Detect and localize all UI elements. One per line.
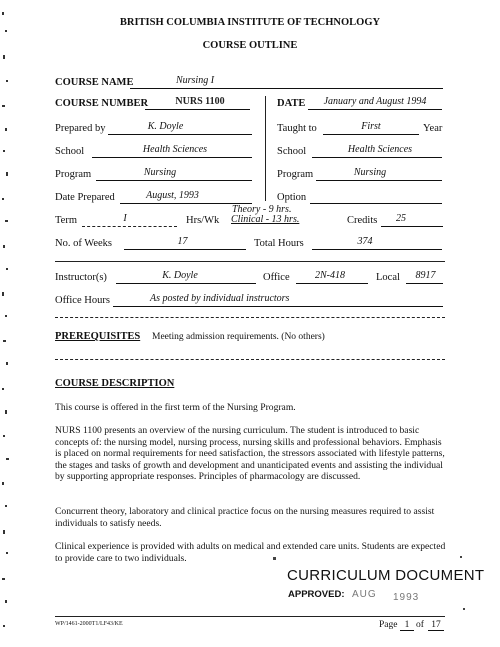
school-line-right xyxy=(312,157,442,158)
school-label-right: School xyxy=(277,146,307,157)
program-line-left xyxy=(96,180,252,181)
footer-page-total: 17 xyxy=(428,620,444,631)
local-value: 8917 xyxy=(415,270,436,281)
course-number-label: COURSE NUMBER xyxy=(55,98,149,109)
instructor-label: Instructor(s) xyxy=(55,272,107,283)
hrs-wk-label: Hrs/Wk xyxy=(186,215,220,226)
course-name-line xyxy=(130,88,443,89)
scan-speck xyxy=(463,608,465,610)
term-line xyxy=(82,226,177,227)
weeks-value: 17 xyxy=(177,236,188,247)
footer-page-label: Page xyxy=(379,620,398,630)
document-title: COURSE OUTLINE xyxy=(202,40,298,51)
credits-label: Credits xyxy=(347,215,378,226)
approved-month: AUG xyxy=(352,589,377,600)
scan-speck xyxy=(273,557,276,560)
instructor-value: K. Doyle xyxy=(162,270,198,281)
course-number-value: NURS 1100 xyxy=(175,96,225,107)
footer-doc-code: WP/1461-2000T1/LF43/KE xyxy=(55,621,123,627)
school-label-left: School xyxy=(55,146,85,157)
total-hours-label: Total Hours xyxy=(254,238,304,249)
option-label: Option xyxy=(277,192,307,203)
date-prepared-label: Date Prepared xyxy=(55,192,115,203)
credits-value: 25 xyxy=(396,213,406,224)
section-divider-1 xyxy=(55,261,445,262)
prerequisites-heading: PREREQUISITES xyxy=(55,331,141,342)
term-value: I xyxy=(123,213,127,224)
description-paragraph-4: Clinical experience is provided with adults on medical and extended care units. Students are expected to provide care to two individuals. xyxy=(55,541,446,564)
year-label: Year xyxy=(423,123,443,134)
taught-to-line xyxy=(323,134,419,135)
prepared-by-line xyxy=(108,134,252,135)
option-line xyxy=(310,203,442,204)
field-divider xyxy=(265,96,266,201)
taught-to-value: First xyxy=(361,121,381,132)
school-value-left: Health Sciences xyxy=(142,144,208,155)
prerequisites-text: Meeting admission requirements. (No others) xyxy=(152,332,325,342)
footer-of-label: of xyxy=(416,620,424,630)
program-line-right xyxy=(316,180,442,181)
theory-hours: Theory - 9 hrs. xyxy=(232,204,292,215)
program-value-right: Nursing xyxy=(353,167,387,178)
scan-speck xyxy=(460,556,462,558)
office-hours-label: Office Hours xyxy=(55,295,110,306)
program-label-left: Program xyxy=(55,169,92,180)
institution-title: BRITISH COLUMBIA INSTITUTE OF TECHNOLOGY xyxy=(119,17,381,28)
date-line xyxy=(308,109,442,110)
term-label: Term xyxy=(55,215,78,226)
weeks-line xyxy=(124,249,246,250)
local-line xyxy=(406,283,443,284)
school-line-left xyxy=(92,157,252,158)
description-paragraph-3: Concurrent theory, laboratory and clinical practice focus on the nursing measures required to assist individuals to satisfy needs. xyxy=(55,506,435,529)
description-paragraph-2: NURS 1100 presents an overview of the nursing curriculum. The student is introduced to basic concepts of: the nursing model, nursing process, nursing skills and professional behaviors. Emphasis is placed on normal requirements for need satisfaction, the stressors associated with lifestyle patterns, the stages and tasks of growth and development and unanticipated events and assisting the individual by supporting appropriate responses. Principles of pharmacology are discussed. xyxy=(55,425,445,482)
footer-page-current: 1 xyxy=(400,620,414,631)
course-description-heading: COURSE DESCRIPTION xyxy=(55,378,175,389)
office-value: 2N-418 xyxy=(315,270,345,281)
school-value-right: Health Sciences xyxy=(347,144,413,155)
office-hours-value: As posted by individual instructors xyxy=(150,293,290,304)
curriculum-stamp-title: CURRICULUM DOCUMENT xyxy=(287,567,485,584)
office-label: Office xyxy=(263,272,290,283)
course-name-value: Nursing I xyxy=(175,75,215,86)
office-line xyxy=(296,283,368,284)
program-label-right: Program xyxy=(277,169,314,180)
total-hours-value: 374 xyxy=(357,236,373,247)
prepared-by-label: Prepared by xyxy=(55,123,106,134)
office-hours-line xyxy=(113,306,443,307)
footer-rule xyxy=(55,616,445,617)
section-divider-2 xyxy=(55,317,445,318)
course-name-label: COURSE NAME xyxy=(55,77,134,88)
approved-year: 1993 xyxy=(393,592,420,603)
program-value-left: Nursing xyxy=(143,167,177,178)
approved-label: APPROVED: xyxy=(288,589,345,600)
credits-line xyxy=(381,226,443,227)
section-divider-3 xyxy=(55,359,445,360)
prepared-by-value: K. Doyle xyxy=(147,121,184,132)
weeks-label: No. of Weeks xyxy=(55,238,112,249)
date-value: January and August 1994 xyxy=(323,96,427,107)
total-hours-line xyxy=(312,249,442,250)
date-label: DATE xyxy=(277,98,306,109)
scan-edge-noise xyxy=(0,0,14,647)
instructor-line xyxy=(116,283,256,284)
course-number-line xyxy=(145,109,250,110)
description-paragraph-1: This course is offered in the first term of the Nursing Program. xyxy=(55,402,296,413)
clinical-hours: Clinical - 13 hrs. xyxy=(231,214,300,225)
date-prepared-value: August, 1993 xyxy=(146,190,199,201)
taught-to-label: Taught to xyxy=(277,123,317,134)
local-label: Local xyxy=(376,272,400,283)
